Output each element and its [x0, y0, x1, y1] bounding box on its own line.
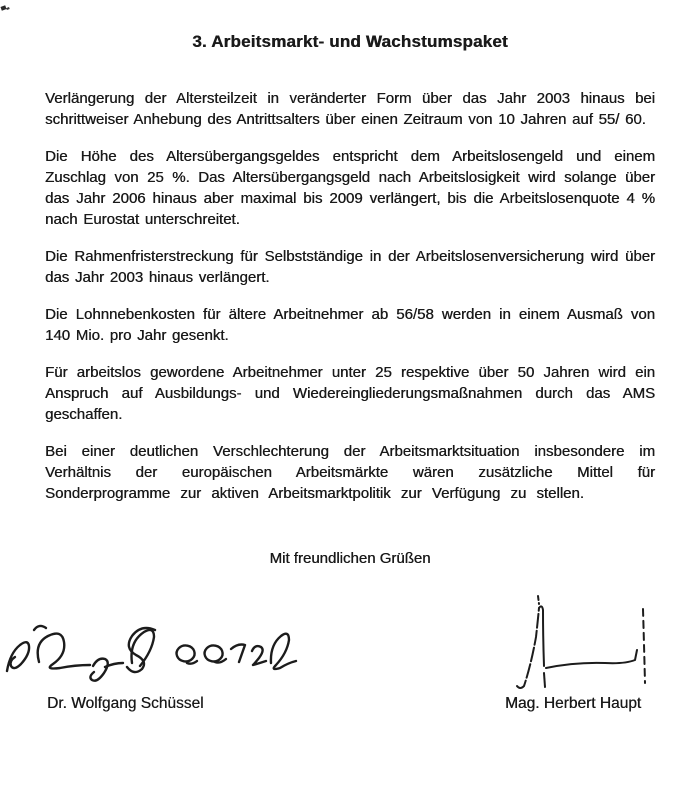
paragraph-2: Die Höhe des Altersübergangsgeldes entspricht dem Arbeitslosengeld und einem Zuschlag von 25 %. Das Altersübergangsgeld nach Arbeitslosigkeit wird solange über das Jahr 2006 hinaus aber maximal bis 2009 verlängert, bis die Arbeitslosenquote 4 % nach Eurostat unterschreitet. — [45, 148, 655, 228]
signature-block — [45, 593, 655, 713]
document-title: 3. Arbeitsmarkt- und Wachstumspaket — [192, 32, 508, 51]
document-body — [45, 88, 655, 504]
scan-artifact-mark — [0, 5, 6, 10]
schuessel-handwritten-signature-icon — [3, 615, 298, 693]
paragraph-1: Verlängerung der Altersteilzeit in veränderter Form über das Jahr 2003 hinaus bei schrittweiser Anhebung des Antrittsalters über einen Zeitraum von 10 Jahren auf 55/ 60. — [45, 90, 655, 128]
paragraph-4: Die Lohnnebenkosten für ältere Arbeitnehmer ab 56/58 werden in einem Ausmaß von 140 Mio. pro Jahr gesenkt. — [45, 306, 655, 344]
signature-haupt — [505, 593, 655, 713]
signer-name-haupt: Mag. Herbert Haupt — [505, 695, 642, 712]
closing-salutation: Mit freundlichen Grüßen — [269, 550, 431, 567]
signer-name-schuessel: Dr. Wolfgang Schüssel — [47, 695, 204, 712]
haupt-handwritten-signature-icon — [505, 593, 650, 693]
signature-schuessel — [3, 615, 298, 713]
paragraph-5: Für arbeitslos gewordene Arbeitnehmer unter 25 respektive über 50 Jahren wird ein Anspruch auf Ausbildungs- und Wiedereingliederungsmaßnahmen durch das AMS geschaffen. — [45, 364, 655, 423]
paragraph-3: Die Rahmenfristerstreckung für Selbstständige in der Arbeitslosenversicherung wird über das Jahr 2003 hinaus verlängert. — [45, 248, 655, 286]
paragraph-6: Bei einer deutlichen Verschlechterung der Arbeitsmarktsituation insbesondere im Verhältnis der europäischen Arbeitsmärkte wären zusätzliche Mittel für Sonderprogramme zur aktiven Arbeitsmarktpolitik zur Verfügung zu stellen. — [45, 443, 655, 502]
